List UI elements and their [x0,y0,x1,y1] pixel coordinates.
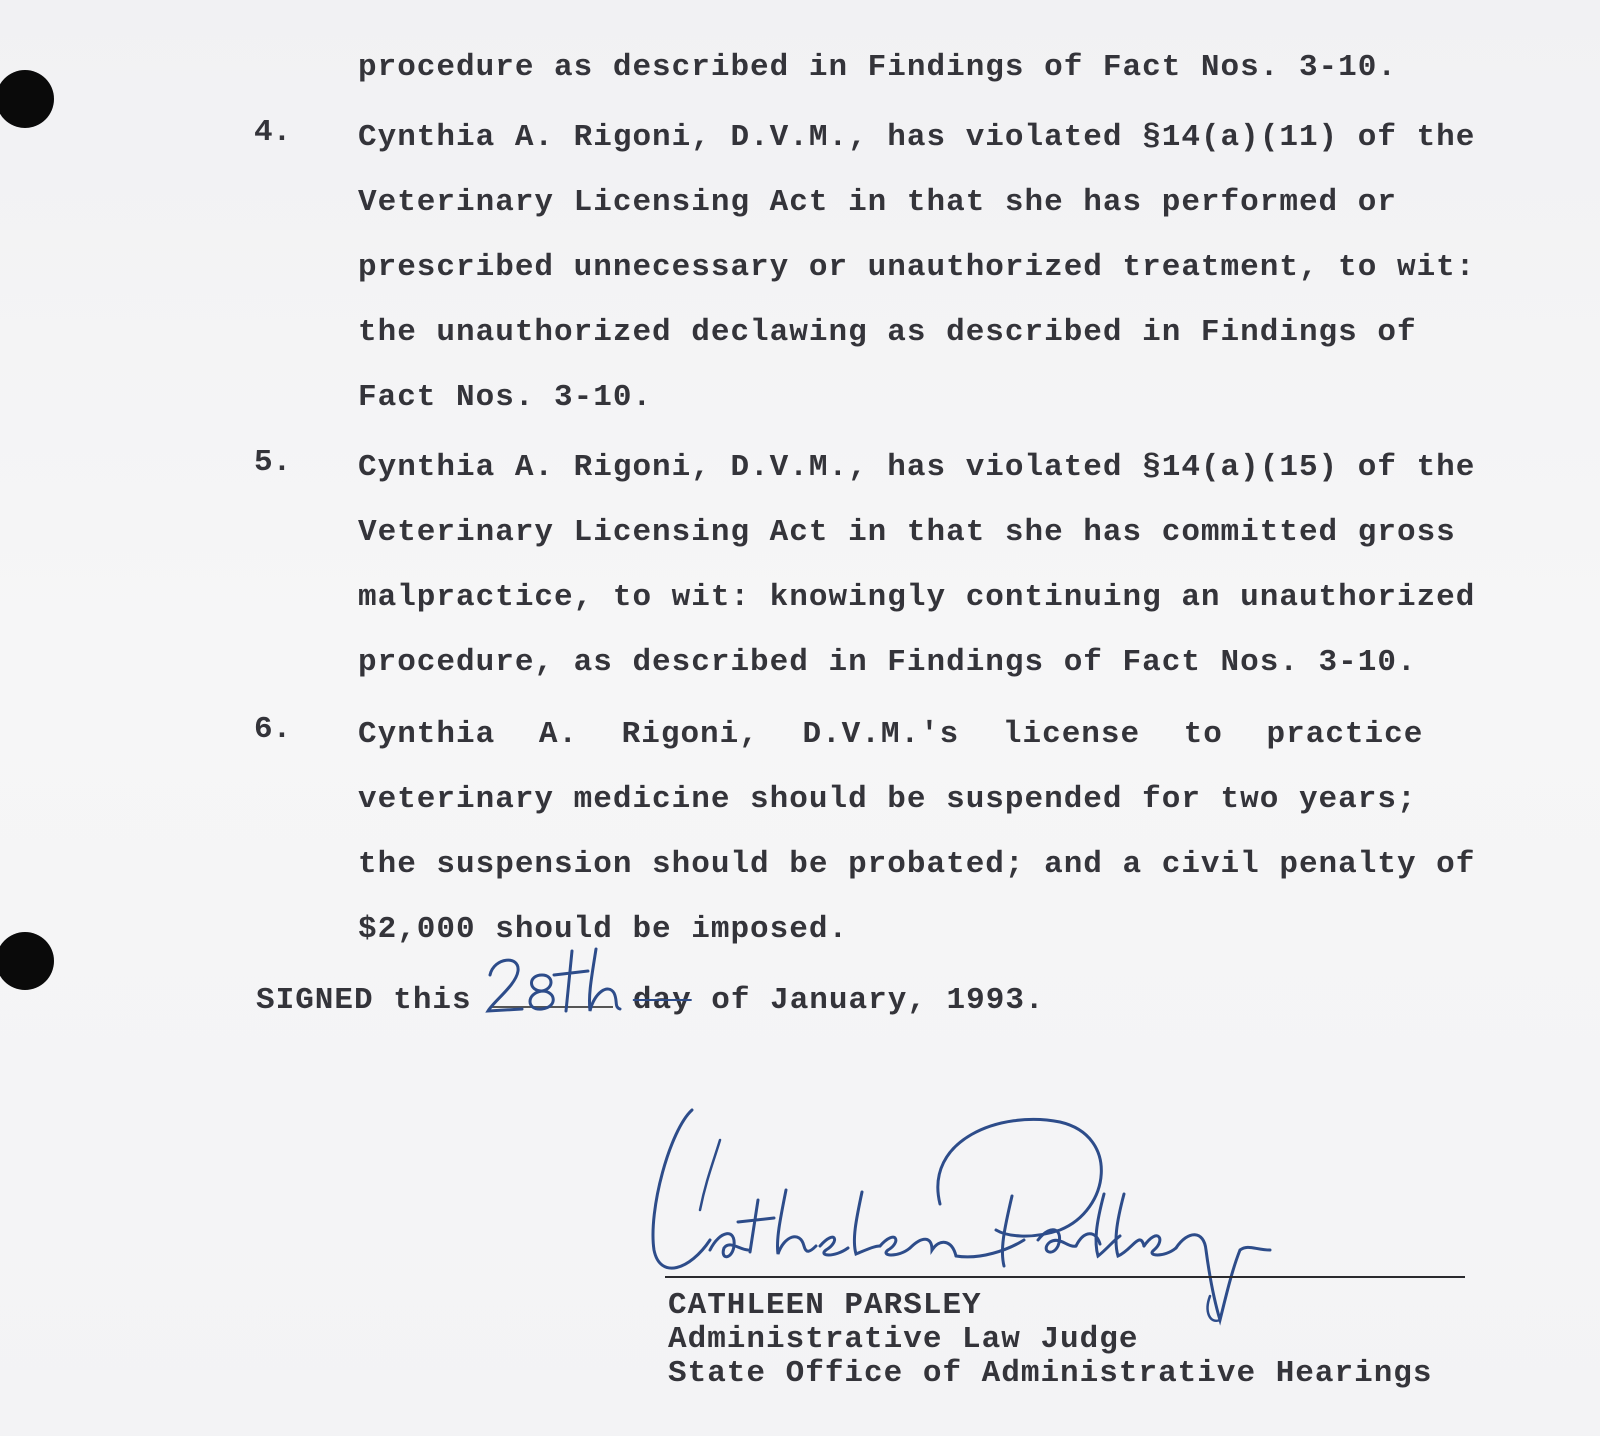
signed-suffix: of January, 1993. [711,983,1045,1018]
item-6-line-1: Cynthia A. Rigoni, D.V.M.'s license to practice [358,717,1424,752]
signatory-office: State Office of Administrative Hearings [668,1356,1433,1391]
signatory-title: Administrative Law Judge [668,1322,1139,1357]
item-5-line-2: Veterinary Licensing Act in that she has committed gross [358,515,1456,550]
item-4-line-2: Veterinary Licensing Act in that she has performed or [358,185,1397,220]
signed-prefix: SIGNED this [256,983,472,1018]
item-4-line-5: Fact Nos. 3-10. [358,380,653,415]
signature-line [665,1276,1465,1278]
item-6-line-2: veterinary medicine should be suspended for two years; [358,782,1417,817]
item-4-line-4: the unauthorized declawing as described in Findings of [358,315,1417,350]
punch-hole-bottom [0,932,54,990]
struck-day-word: day [632,983,692,1018]
item-6-line-4: $2,000 should be imposed. [358,912,849,947]
item-5-line-1: Cynthia A. Rigoni, D.V.M., has violated §14(a)(15) of the [358,450,1476,485]
signatory-name: CATHLEEN PARSLEY [668,1288,982,1323]
item-4-number: 4. [254,115,292,150]
continued-line: procedure as described in Findings of Fact Nos. 3-10. [358,50,1397,85]
item-4-line-1: Cynthia A. Rigoni, D.V.M., has violated §14(a)(11) of the [358,120,1476,155]
punch-hole-top [0,70,54,128]
item-6-line-3: the suspension should be probated; and a civil penalty of [358,847,1476,882]
item-4-line-3: prescribed unnecessary or unauthorized treatment, to wit: [358,250,1476,285]
item-5-line-3: malpractice, to wit: knowingly continuing an unauthorized [358,580,1476,615]
item-5-number: 5. [254,445,292,480]
item-6-number: 6. [254,712,292,747]
item-5-line-4: procedure, as described in Findings of Fact Nos. 3-10. [358,645,1417,680]
handwritten-day-28th [480,945,720,1025]
